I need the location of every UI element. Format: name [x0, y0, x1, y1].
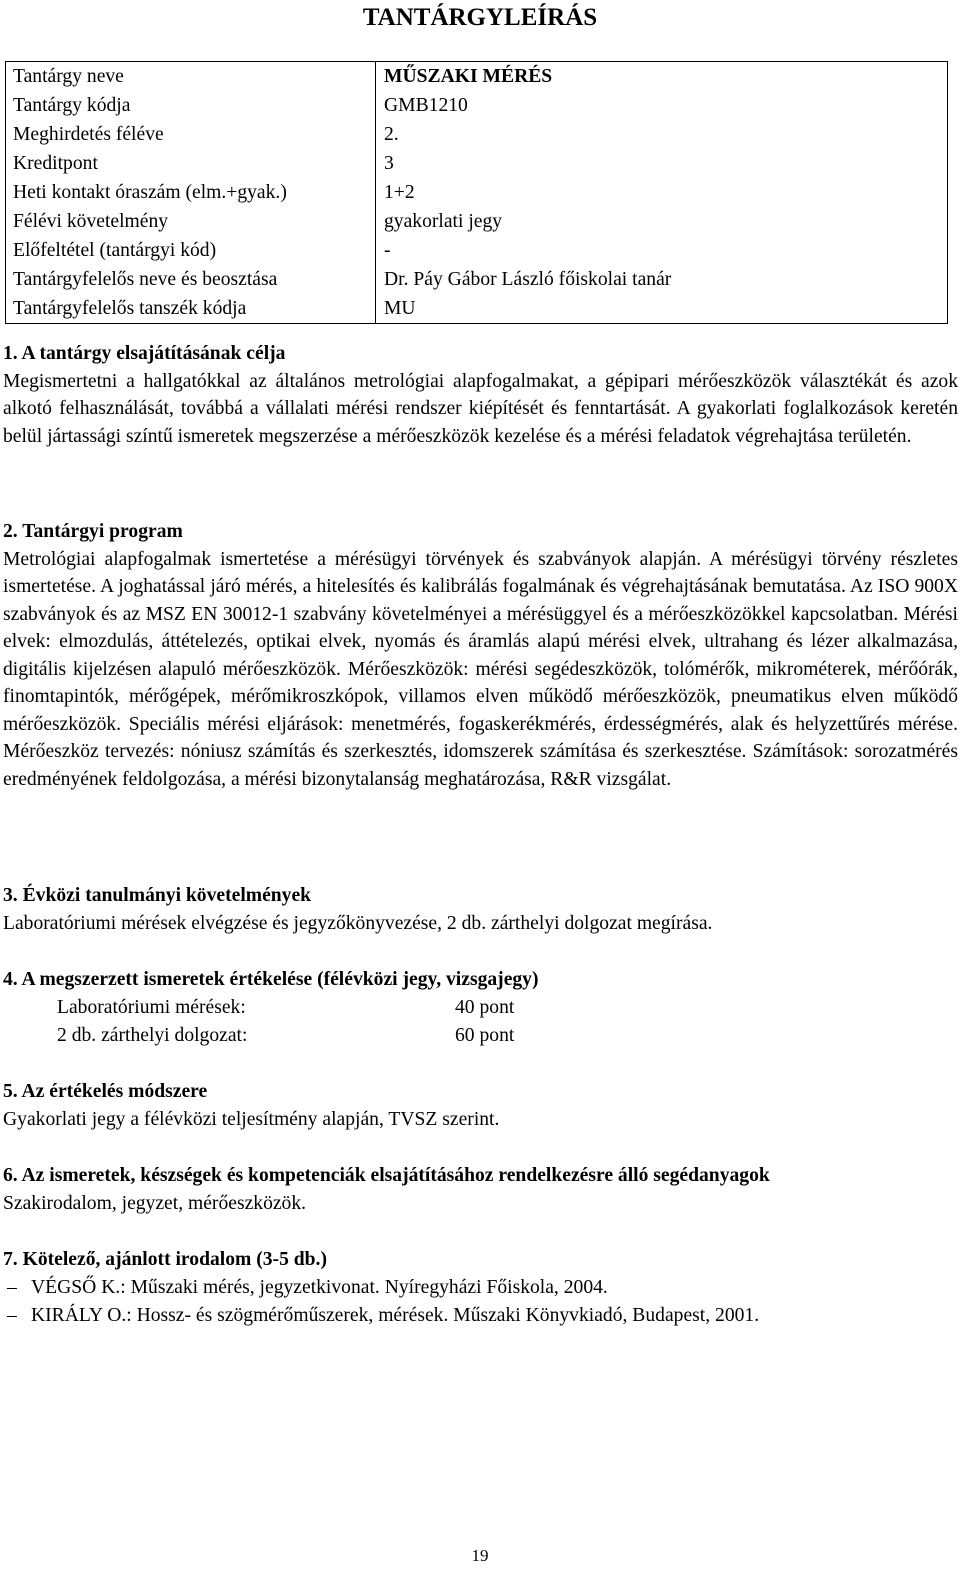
- section-goal: [3, 340, 958, 450]
- evaluation-points: 40 pont: [455, 996, 515, 1018]
- info-key: Kreditpont: [6, 149, 376, 178]
- info-value: 3: [384, 153, 394, 174]
- page-number: 19: [471, 1546, 489, 1565]
- section-heading: 7. Kötelező, ajánlott irodalom (3-5 db.): [3, 1249, 327, 1270]
- section-resources: [3, 1162, 958, 1217]
- table-row: [6, 62, 948, 92]
- section-body: Szakirodalom, jegyzet, mérőeszközök.: [3, 1192, 307, 1214]
- evaluation-label: Laboratóriumi mérések:: [57, 996, 246, 1018]
- table-row: [6, 178, 948, 207]
- evaluation-points: 60 pont: [455, 1024, 515, 1046]
- table-row: [6, 236, 948, 265]
- table-row: [6, 120, 948, 149]
- list-item: [3, 1302, 958, 1330]
- list-item: [3, 1274, 958, 1302]
- evaluation-row: [57, 994, 958, 1022]
- section-method: [3, 1078, 958, 1133]
- page-title: TANTÁRGYLEÍRÁS: [362, 4, 598, 31]
- section-body: Metrológiai alapfogalmak ismertetése a mérésügyi törvények és szabványok alapján. A mérésügyi törvény részletes ismertetése. A joghatással járó mérés, a hitelesítés és kalibrálás fogalmának és végrehajtásának bemutatása. Az ISO 900X szabványok és az MSZ EN 30012-1 szabvány követelményei a mérésüggyel és a mérőeszközökkel kapcsolatban. Mérési elvek: elmozdulás, áttételezés, optikai elvek, nyomás és áramlás alapú mérési elvek, ultrahang és lézer alkalmazása, digitális kijelzésen alapuló mérőeszközök. Mérőeszközök: mérési segédeszközök, tolómérők, mikrométerek, mérőórák, finomtapintók, mérőgépek, mérőmikroszkópok, villamos elven működő mérőeszközök, pneumatikus elven működő mérőeszközök. Speciális mérési eljárások: menetmérés, fogaskerékmérés, érdességmérés, alak és helyzettűrés mérése. Mérőeszköz tervezés: nóniusz számítás és szerkesztés, idomszerek számítása és szerkesztése. Számítások: sorozatmérés eredményének feldolgozása, a mérési bizonytalanság meghatározása, R&R vizsgálat.: [3, 548, 958, 790]
- info-value: 2.: [384, 124, 399, 145]
- section-heading: 2. Tantárgyi program: [3, 521, 183, 542]
- info-key: Tantárgy kódja: [6, 91, 376, 120]
- info-key: Heti kontakt óraszám (elm.+gyak.): [6, 178, 376, 207]
- section-heading: 5. Az értékelés módszere: [3, 1081, 208, 1102]
- section-body: Gyakorlati jegy a félévközi teljesítmény alapján, TVSZ szerint.: [3, 1108, 500, 1130]
- evaluation-row: [57, 1022, 958, 1050]
- info-key: Tantárgyfelelős tanszék kódja: [6, 294, 376, 324]
- table-row: [6, 149, 948, 178]
- info-value: -: [384, 240, 391, 261]
- info-key: Félévi követelmény: [6, 207, 376, 236]
- section-heading: 4. A megszerzett ismeretek értékelése (félévközi jegy, vizsgajegy): [3, 969, 539, 990]
- table-row: [6, 91, 948, 120]
- info-value: GMB1210: [384, 95, 468, 116]
- info-value: 1+2: [384, 182, 415, 203]
- info-value: gyakorlati jegy: [384, 211, 503, 232]
- table-row: [6, 294, 948, 324]
- literature-list: [3, 1274, 958, 1330]
- dash-bullet-icon: –: [7, 1276, 17, 1298]
- literature-entry: VÉGSŐ K.: Műszaki mérés, jegyzetkivonat. Nyíregyházi Főiskola, 2004.: [31, 1276, 608, 1298]
- section-heading: 6. Az ismeretek, készségek és kompetenciák elsajátításához rendelkezésre álló segédanyagok: [3, 1165, 770, 1186]
- section-evaluation: [3, 966, 958, 1050]
- dash-bullet-icon: –: [7, 1304, 17, 1326]
- info-key: Előfeltétel (tantárgyi kód): [6, 236, 376, 265]
- info-key: Tantárgyfelelős neve és beosztása: [6, 265, 376, 294]
- section-heading: 3. Évközi tanulmányi követelmények: [3, 885, 312, 906]
- info-value: MU: [384, 298, 416, 319]
- table-row: [6, 207, 948, 236]
- section-heading: 1. A tantárgy elsajátításának célja: [3, 343, 286, 364]
- info-key: Meghirdetés féléve: [6, 120, 376, 149]
- evaluation-label: 2 db. zárthelyi dolgozat:: [57, 1024, 248, 1046]
- info-key: Tantárgy neve: [6, 62, 376, 92]
- section-body: Megismertetni a hallgatókkal az általános metrológiai alapfogalmakat, a gépipari mérőeszközök választékát és azok alkotó felhasználását, továbbá a vállalati mérési rendszer kiépítését és fenntartását. A gyakorlati foglalkozások keretén belül jártassági színtű ismeretek megszerzése a mérőeszközök kezelése és a mérési feladatok végrehajtása területén.: [3, 370, 958, 447]
- info-value: Dr. Páy Gábor László főiskolai tanár: [384, 269, 672, 290]
- section-requirements: [3, 882, 958, 937]
- section-body: Laboratóriumi mérések elvégzése és jegyzőkönyvezése, 2 db. zárthelyi dolgozat megírása.: [3, 912, 713, 934]
- literature-entry: KIRÁLY O.: Hossz- és szögmérőműszerek, mérések. Műszaki Könyvkiadó, Budapest, 2001.: [31, 1304, 760, 1326]
- section-program: [3, 518, 958, 793]
- info-value: MŰSZAKI MÉRÉS: [384, 66, 553, 87]
- table-row: [6, 265, 948, 294]
- section-literature: [3, 1246, 958, 1330]
- evaluation-grid: [57, 994, 958, 1050]
- course-info-table: [5, 61, 948, 324]
